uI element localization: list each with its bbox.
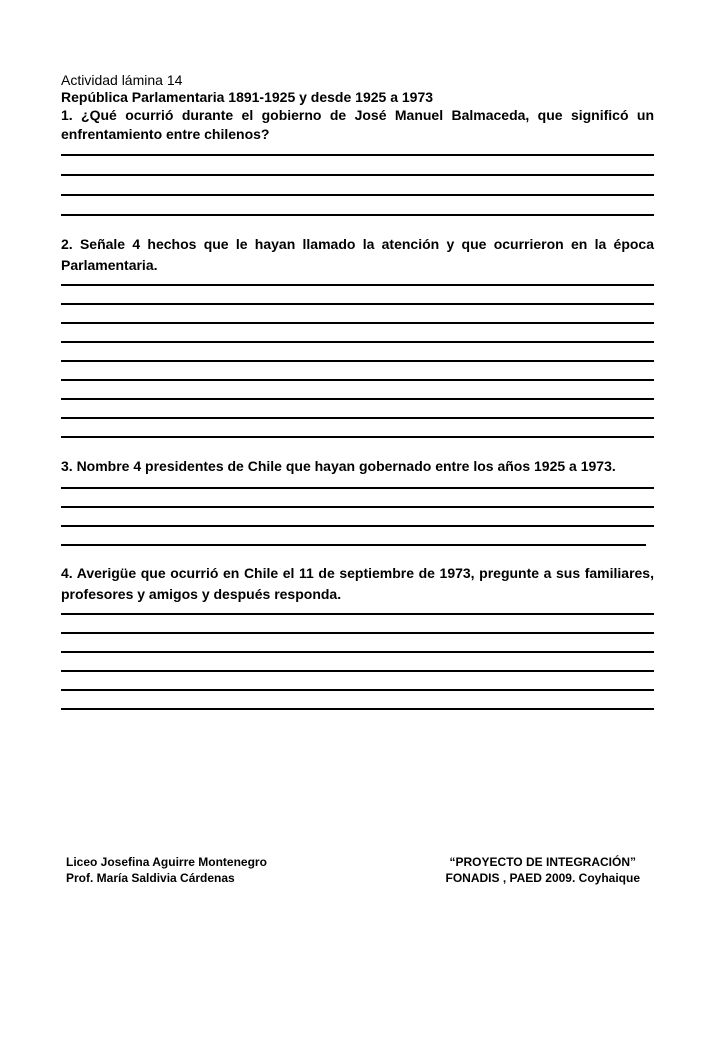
answer-line[interactable]	[61, 174, 654, 176]
answer-line[interactable]	[61, 525, 654, 527]
answer-line[interactable]	[61, 708, 654, 710]
teacher-name: Prof. María Saldivia Cárdenas	[66, 871, 235, 885]
question-1: 1. ¿Qué ocurrió durante el gobierno de José Manuel Balmaceda, que significó un enfrentamiento entre chilenos?	[61, 107, 654, 142]
footer-right	[446, 854, 641, 886]
answer-line[interactable]	[61, 651, 654, 653]
activity-label: Actividad lámina 14	[61, 72, 183, 88]
answer-line[interactable]	[61, 303, 654, 305]
answer-line[interactable]	[61, 341, 654, 343]
school-name: Liceo Josefina Aguirre Montenegro	[66, 855, 267, 869]
answer-line[interactable]	[61, 417, 654, 419]
answer-line[interactable]	[61, 487, 654, 489]
answer-line[interactable]	[61, 284, 654, 286]
answer-line[interactable]	[61, 322, 654, 324]
answer-line[interactable]	[61, 214, 654, 216]
question-4: 4. Averigüe que ocurrió en Chile el 11 de septiembre de 1973, pregunte a sus familiares, profesores y amigos y después responda.	[61, 565, 654, 602]
answer-line[interactable]	[61, 398, 654, 400]
answer-line[interactable]	[61, 632, 654, 634]
footer-left	[66, 854, 267, 886]
answer-line[interactable]	[61, 194, 654, 196]
answer-lines-1	[61, 154, 654, 216]
project-name: “PROYECTO DE INTEGRACIÓN”	[449, 855, 636, 869]
worksheet-title: República Parlamentaria 1891-1925 y desde 1925 a 1973	[61, 89, 434, 105]
program-name: FONADIS , PAED 2009. Coyhaique	[445, 871, 640, 885]
answer-lines-2	[61, 284, 654, 438]
answer-line[interactable]	[61, 689, 654, 691]
answer-lines-4	[61, 613, 654, 710]
answer-line[interactable]	[61, 613, 654, 615]
answer-line[interactable]	[61, 154, 654, 156]
answer-line[interactable]	[61, 379, 654, 381]
question-3: 3. Nombre 4 presidentes de Chile que hayan gobernado entre los años 1925 a 1973.	[61, 458, 616, 474]
answer-line[interactable]	[61, 360, 654, 362]
answer-line[interactable]	[61, 436, 654, 438]
answer-line[interactable]	[61, 670, 654, 672]
answer-lines-3	[61, 487, 654, 546]
answer-line[interactable]	[61, 544, 646, 546]
question-2: 2. Señale 4 hechos que le hayan llamado la atención y que ocurrieron en la época Parlamentaria.	[61, 236, 654, 273]
answer-line[interactable]	[61, 506, 654, 508]
worksheet	[61, 72, 654, 710]
